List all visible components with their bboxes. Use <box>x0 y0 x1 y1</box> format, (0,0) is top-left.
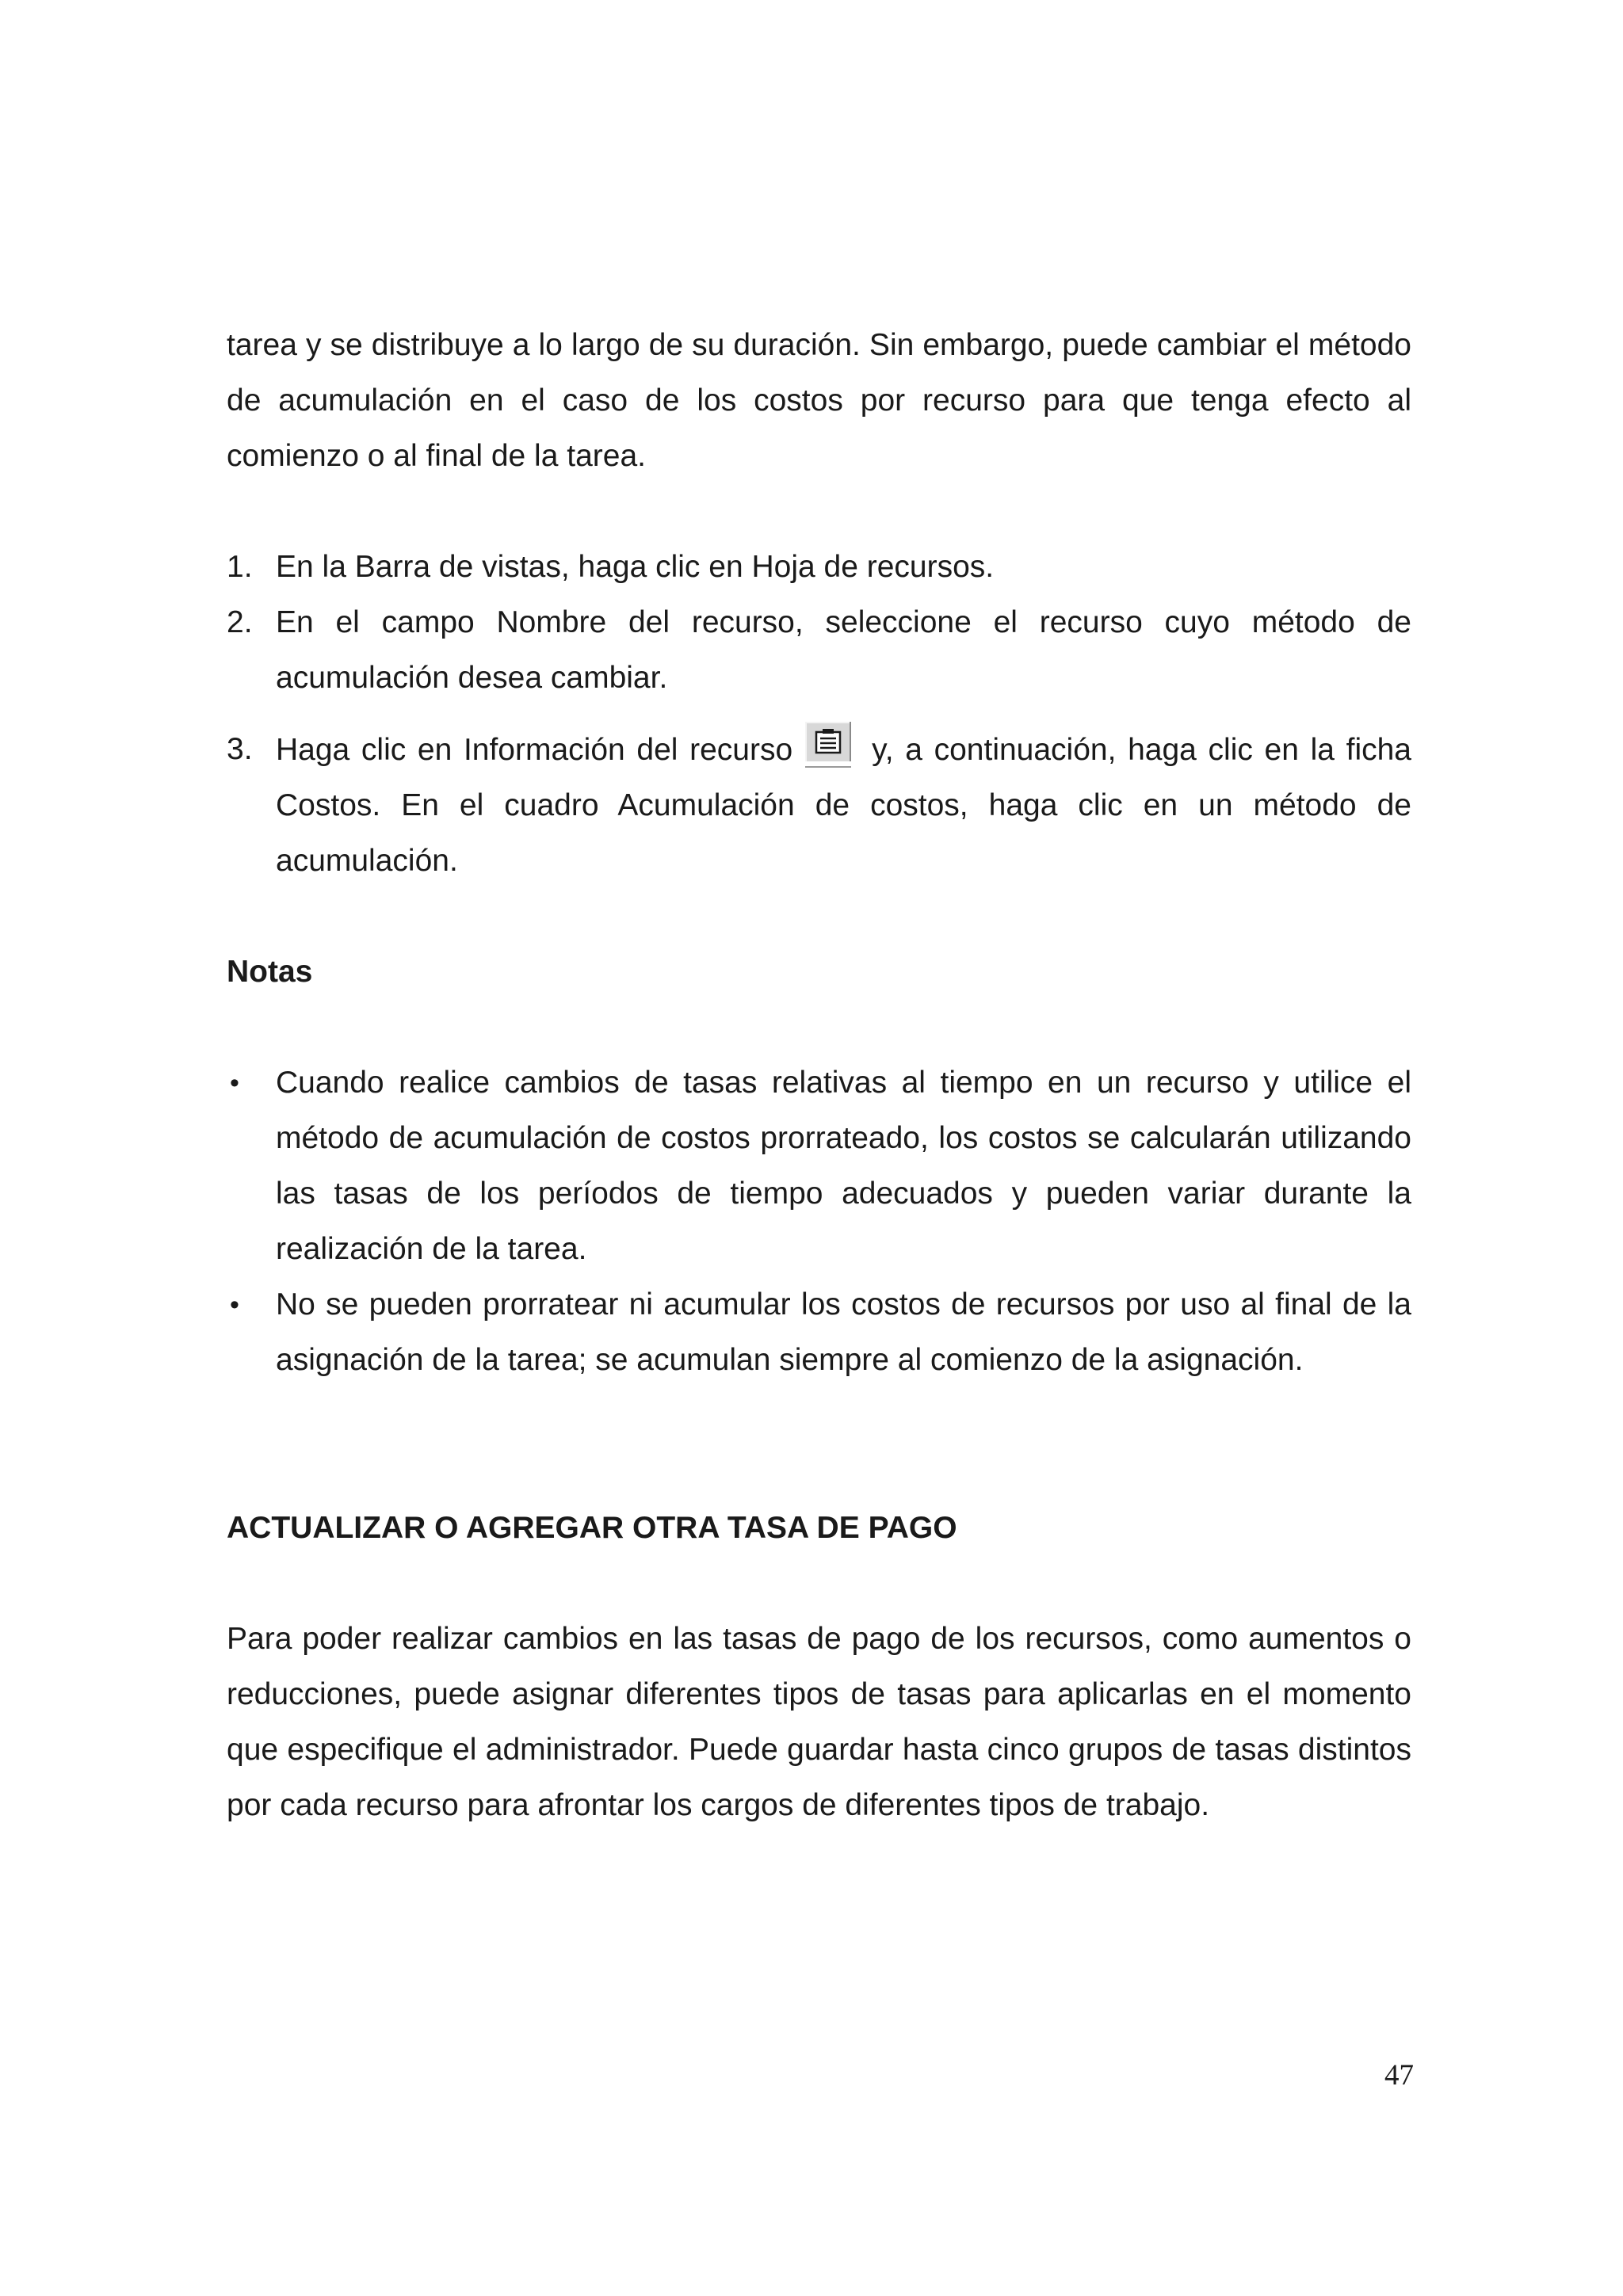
step-number: 1. <box>227 550 253 584</box>
resource-information-icon <box>805 722 851 768</box>
section-heading: ACTUALIZAR O AGREGAR OTRA TASA DE PAGO <box>227 1511 957 1545</box>
step-number: 2. <box>227 605 253 639</box>
page-content <box>227 318 1411 1833</box>
notes-heading: Notas <box>227 955 313 989</box>
step-item <box>227 595 1411 706</box>
step-item <box>227 722 1411 889</box>
note-item <box>227 1055 1411 1277</box>
note-item <box>227 1277 1411 1388</box>
note-text: Cuando realice cambios de tasas relativas al tiempo en un recurso y utilice el método de acumulación de costos prorrateado, los costos se calcularán utilizando las tasas de los períodos de tiempo adecuados y pueden variar durante la realización de la tarea. <box>276 1066 1411 1266</box>
step-text-after-icon: y, a continuación, haga clic en la ficha Costos. En el cuadro Acumulación de costos, haga clic en un método de acumulación. <box>276 733 1411 878</box>
bullet-icon: • <box>230 1290 239 1320</box>
steps-list <box>227 540 1411 889</box>
step-text: En el campo Nombre del recurso, seleccione el recurso cuyo método de acumulación desea cambiar. <box>276 605 1411 695</box>
notes-list <box>227 1055 1411 1388</box>
page-number: 47 <box>1384 2059 1414 2092</box>
step-text: En la Barra de vistas, haga clic en Hoja de recursos. <box>276 550 995 584</box>
section-paragraph: Para poder realizar cambios en las tasas de pago de los recursos, como aumentos o reducciones, puede asignar diferentes tipos de tasas para aplicarlas en el momento que especifique el administrador. Puede guardar hasta cinco grupos de tasas distintos por cada recurso para afrontar los cargos de diferentes tipos de trabajo. <box>227 1622 1411 1822</box>
bullet-icon: • <box>230 1068 239 1098</box>
note-text: No se pueden prorratear ni acumular los costos de recursos por uso al final de la asignación de la tarea; se acumulan siempre al comienzo de la asignación. <box>276 1287 1411 1377</box>
intro-paragraph: tarea y se distribuye a lo largo de su duración. Sin embargo, puede cambiar el método de acumulación en el caso de los costos por recurso para que tenga efecto al comienzo o al final de la tarea. <box>227 328 1411 473</box>
step-number: 3. <box>227 732 253 766</box>
step-item <box>227 540 1411 595</box>
step-text-before-icon: Haga clic en Información del recurso <box>276 733 793 767</box>
